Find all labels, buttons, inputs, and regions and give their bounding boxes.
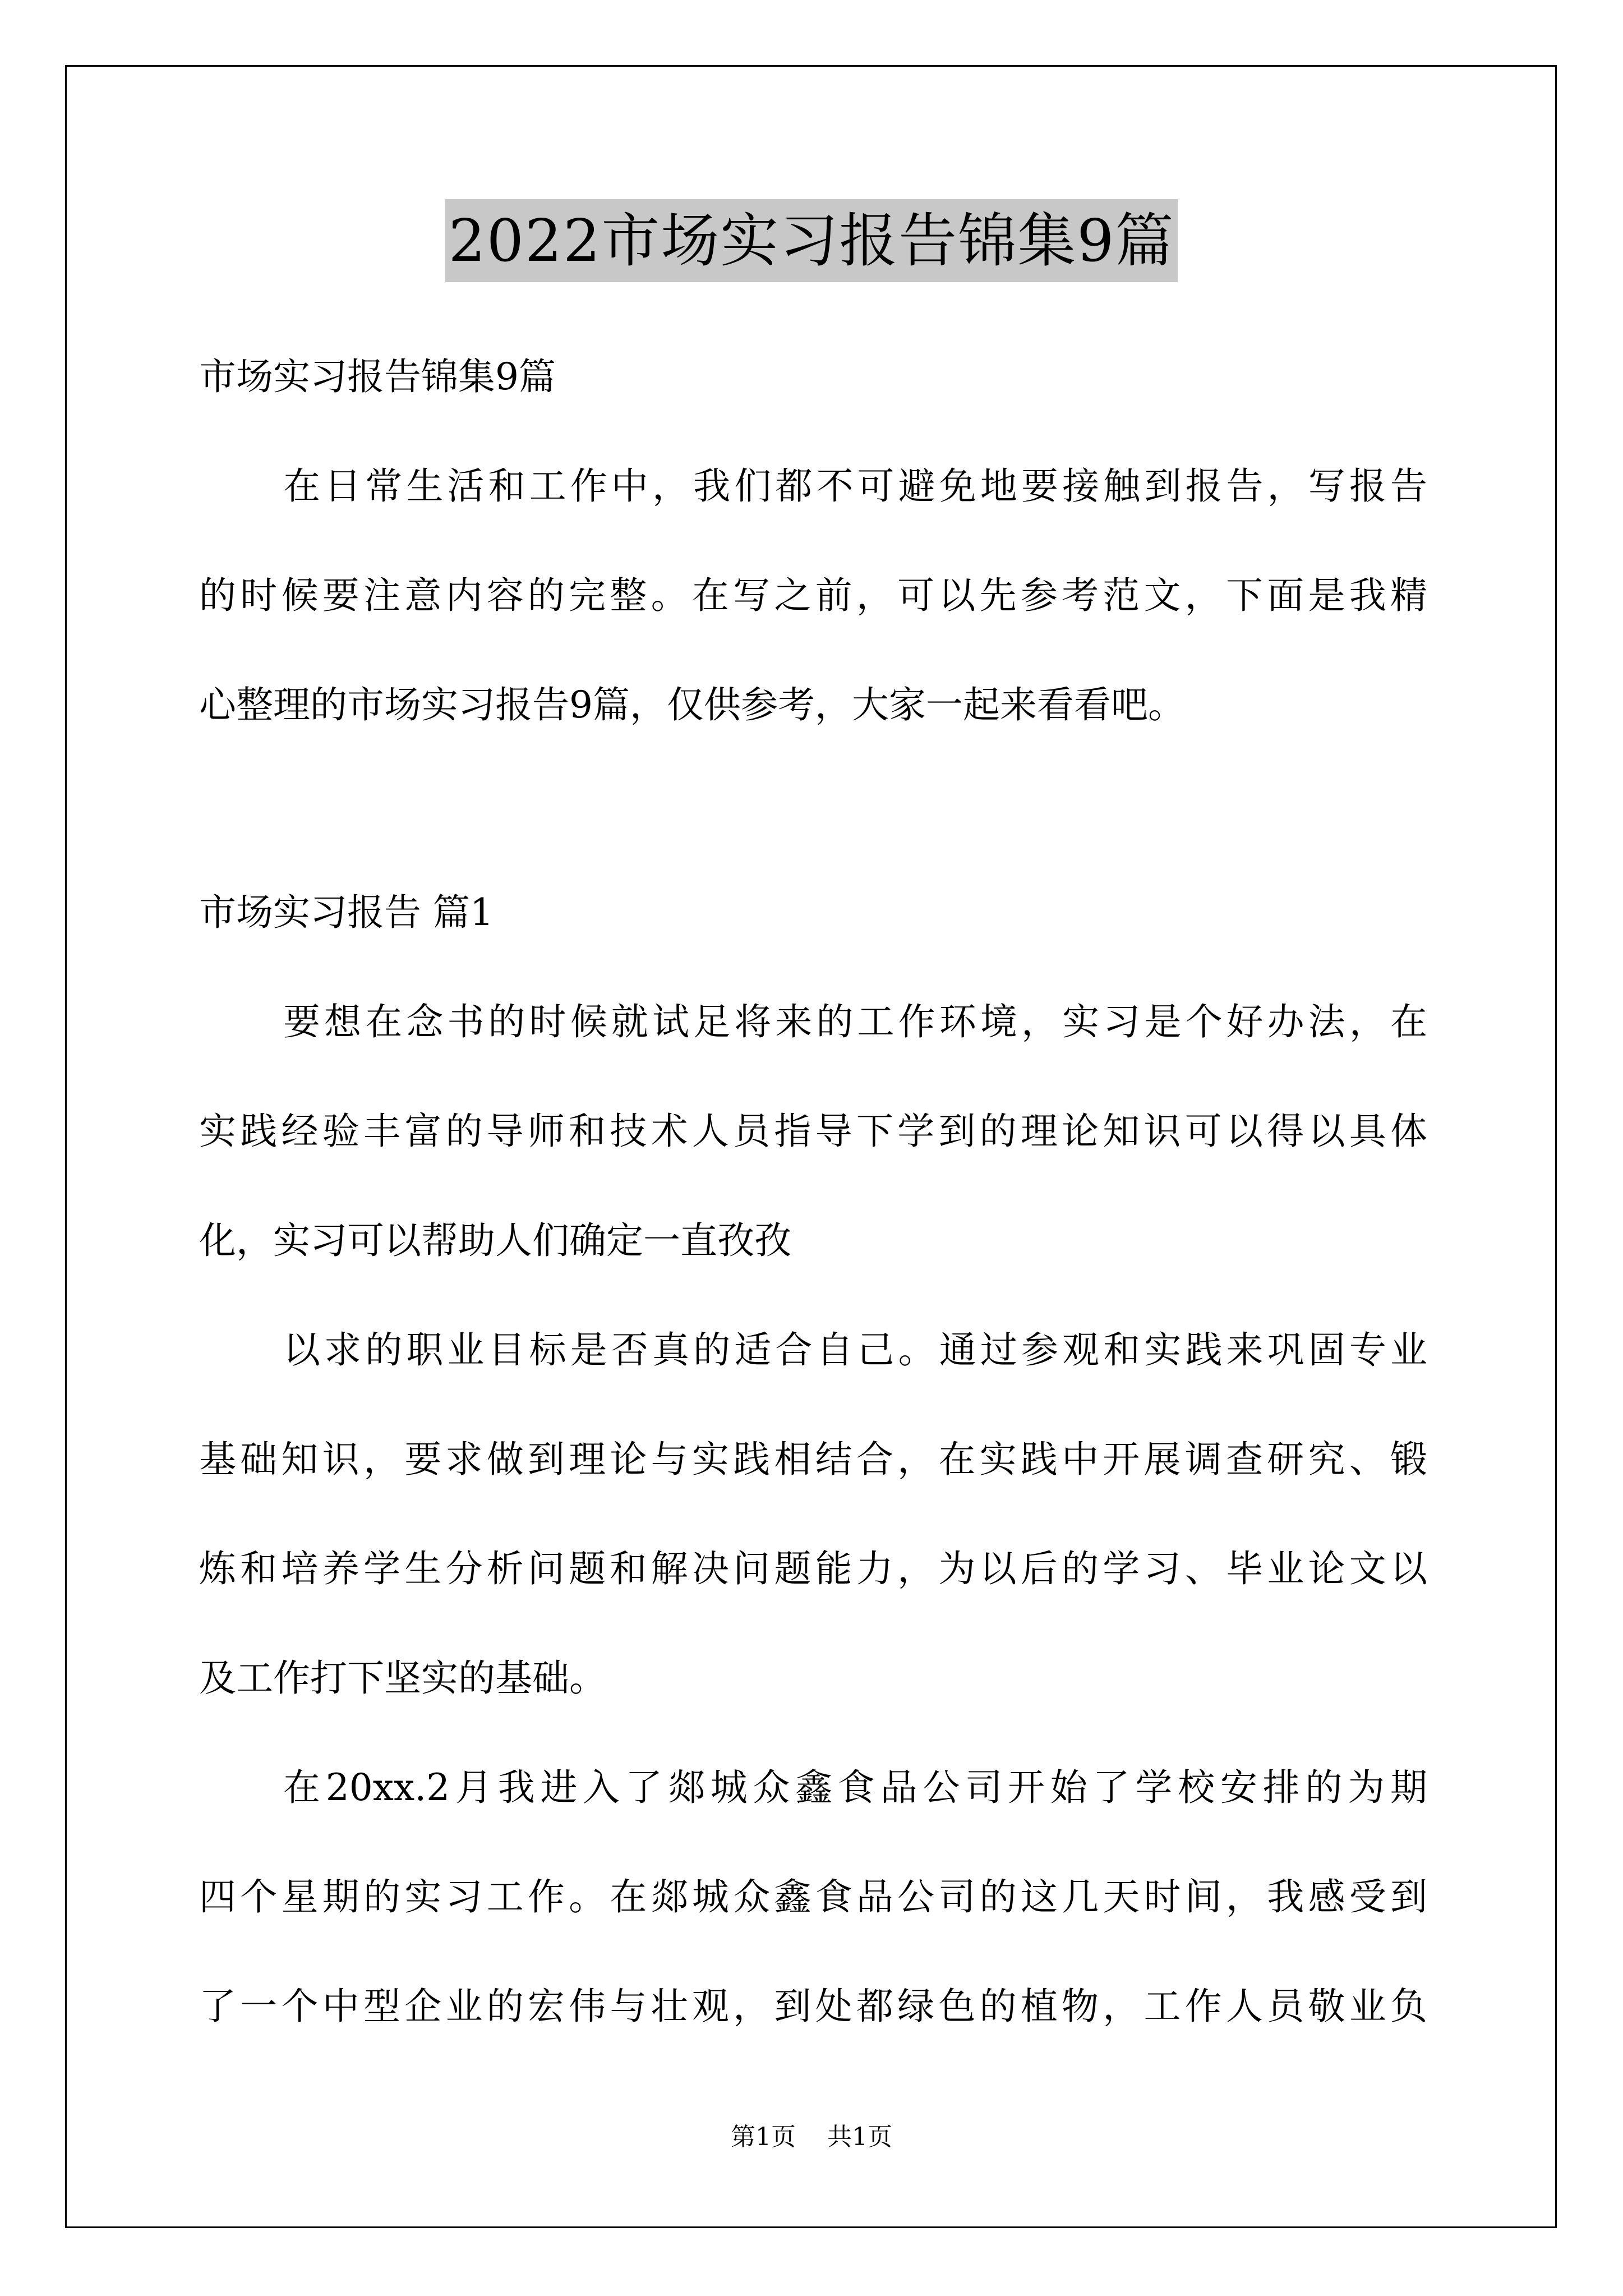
- body-line: 化，实习可以帮助人们确定一直孜孜: [199, 1219, 791, 1262]
- page-number: 第1页: [731, 2123, 796, 2151]
- body-line: 实践经验丰富的导师和技术人员指导下学到的理论知识可以得以具体: [199, 1110, 1427, 1153]
- intro-line: 的时候要注意内容的完整。在写之前，可以先参考范文，下面是我精: [199, 574, 1427, 617]
- body-line: 要想在念书的时候就试足将来的工作环境，实习是个好办法，在: [283, 1000, 1427, 1043]
- body-line: 在20xx.2月我进入了郯城众鑫食品公司开始了学校安排的为期: [283, 1766, 1427, 1809]
- body-line: 四个星期的实习工作。在郯城众鑫食品公司的这几天时间，我感受到: [199, 1875, 1427, 1918]
- body-line: 及工作打下坚实的基础。: [199, 1657, 606, 1700]
- intro-line: 在日常生活和工作中，我们都不可避免地要接触到报告，写报告: [283, 464, 1427, 508]
- body-line: 炼和培养学生分析问题和解决问题能力，为以后的学习、毕业论文以: [199, 1547, 1427, 1590]
- body-line: 了一个中型企业的宏伟与壮观，到处都绿色的植物，工作人员敬业负: [199, 1985, 1427, 2028]
- body-line: 以求的职业目标是否真的适合自己。通过参观和实践来巩固专业: [283, 1328, 1427, 1372]
- document-title-wrapper: [0, 199, 1623, 282]
- section-heading: 市场实习报告 篇1: [199, 891, 494, 934]
- intro-line: 心整理的市场实习报告9篇，仅供参考，大家一起来看看吧。: [199, 683, 1185, 726]
- page-total: 共1页: [827, 2123, 892, 2151]
- document-title: 2022市场实习报告锦集9篇: [445, 199, 1178, 282]
- body-line: 基础知识，要求做到理论与实践相结合，在实践中开展调查研究、锻: [199, 1438, 1427, 1481]
- document-subtitle: 市场实习报告锦集9篇: [199, 355, 556, 398]
- page-footer: [0, 2120, 1623, 2154]
